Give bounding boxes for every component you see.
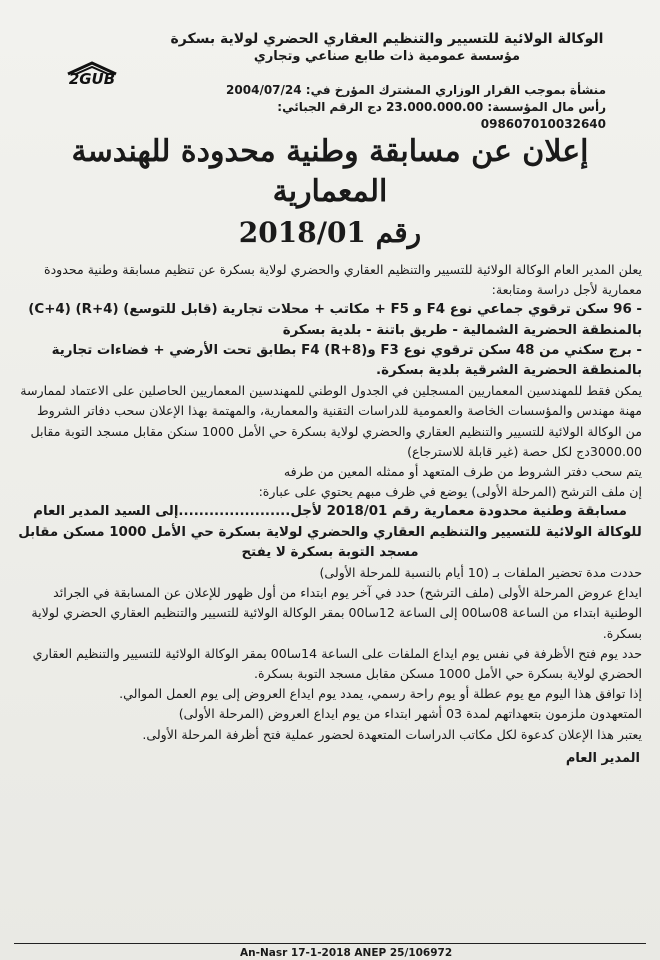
holiday-paragraph: إذا توافق هذا اليوم مع يوم عطلة أو يوم راحة رسمي، يمدد يوم ايداع العروض إلى يوم العمل الموالي. (119, 686, 642, 702)
project-item-1: - 96 سكن ترقوي جماعي نوع F4 و F5 + مكاتب + محلات تجارية (قابل للتوسع) (R+4) (C+4) (28, 302, 642, 318)
announcement-body (14, 260, 646, 745)
envelope-paragraph: إن ملف الترشح (المرحلة الأولى) يوضع في ظرف مبهم يحتوي على عبارة: (258, 484, 642, 500)
header-meta (186, 82, 606, 133)
org-type: مؤسسة عمومية ذات طابع صناعي وتجاري (253, 49, 521, 64)
announcement-header (14, 10, 646, 131)
project-item-1-location: بالمنطقة الحضرية الشمالية - طريق باتنة - بلدية بسكرة (282, 322, 642, 338)
publication-reference: An-Nasr 17-1-2018 ANEP 25/106972 (240, 947, 453, 959)
intro-paragraph: يعلن المدير العام الوكالة الولائية للتسيير والتنظيم العقاري والحضري لولاية بسكرة عن تنظيم مسابقة وطنية محدودة معمارية لأجل دراسة ومتابعة: (43, 262, 642, 298)
header-lines (152, 30, 622, 65)
signature: المدير العام (565, 750, 640, 766)
founded-line: منشأة بموجب القرار الوزاري المشترك المؤرخ في: 2004/07/24 (226, 83, 606, 97)
project-item-2: - برج سكني من 48 سكن ترقوي نوع F3 وF4 (R+8) بطابق تحت الأرضي + فضاءات تجارية بالمنطقة الحضرية الشرقية بلدية بسكرة. (51, 342, 642, 379)
invitation-paragraph: يعتبر هذا الإعلان كدعوة لكل مكاتب الدراسات المتعهدة لحضور عملية فتح أظرفة المرحلة الأولى. (142, 726, 642, 742)
announcement-title: إعلان عن مسابقة وطنية محدودة للهندسة المعمارية (71, 134, 589, 209)
announcement-number: رقم 2018/01 (238, 216, 422, 249)
footer-divider (14, 943, 646, 944)
submission-paragraph: ايداع عروض المرحلة الأولى (ملف الترشح) حدد في آخر يوم ابتداء من أول ظهور للإعلان عن المسابقة في الجرائد الوطنية ابتداء من الساعة 08سا00 إلى الساعة 12سا00 بمقر الوكالة الولائية للتسيير والتنظيم العقاري الحضري لولاية بسكرة. (31, 585, 642, 641)
envelope-inscription: مسابقة وطنية محدودة معمارية رقم 2018/01 لأجل......................إلى السيد المدير العام للوكالة الولائية للتسيير والتنظيم العقاري والحضري لولاية بسكرة حي الأمل 1000 مسكن مقابل مسجد التوبة بسكرة لا يفتح (18, 504, 642, 560)
agency-logo-text: 2GUB (68, 70, 116, 88)
preparation-period: حددت مدة تحضير الملفات بـ (10 أيام بالنسبة للمرحلة الأولى) (319, 565, 642, 581)
opening-paragraph: حدد يوم فتح الأظرفة في نفس يوم ايداع الملفات على الساعة 14سا00 بمقر الوكالة الولائية للتسيير والتنظيم العقاري الحضري لولاية بسكرة حي الأمل 1000 مسكن مقابل مسجد التوبة بسكرة. (32, 645, 642, 682)
capital-tax-line: رأس مال المؤسسة: 23.000.000.00 دج الرقم الجبائي: 098607010032640 (277, 100, 606, 131)
commitment-paragraph: المتعهدون ملزمون بتعهداتهم لمدة 03 أشهر ابتداء من يوم ايداع العروض (المرحلة الأولى) (178, 706, 642, 722)
eligibility-paragraph: يمكن فقط للمهندسين المعماريين المسجلين في الجدول الوطني للمهندسين المعماريين الحاصلين على الاعتماد لممارسة مهنة مهندس والمؤسسات الخاصة والعمومية للدراسات التقنية والمعمارية، والمهتمة بهذا الإعلان سحب دفاتر الشروط من الوكالة الولائية للتسيير والتنظيم العقاري والحضري لولاية بسكرة حي الأمل 1000 سنكن مقابل مسجد التوبة مقابل 3000.00دج لكل حصة (غير قابلة للاسترجاع) (20, 383, 642, 459)
org-name: الوكالة الولائية للتسيير والتنظيم العقاري الحضري لولاية بسكرة (170, 31, 604, 47)
withdrawal-paragraph: يتم سحب دفتر الشروط من طرف المتعهد أو ممثله المعين من طرفه (283, 464, 642, 480)
